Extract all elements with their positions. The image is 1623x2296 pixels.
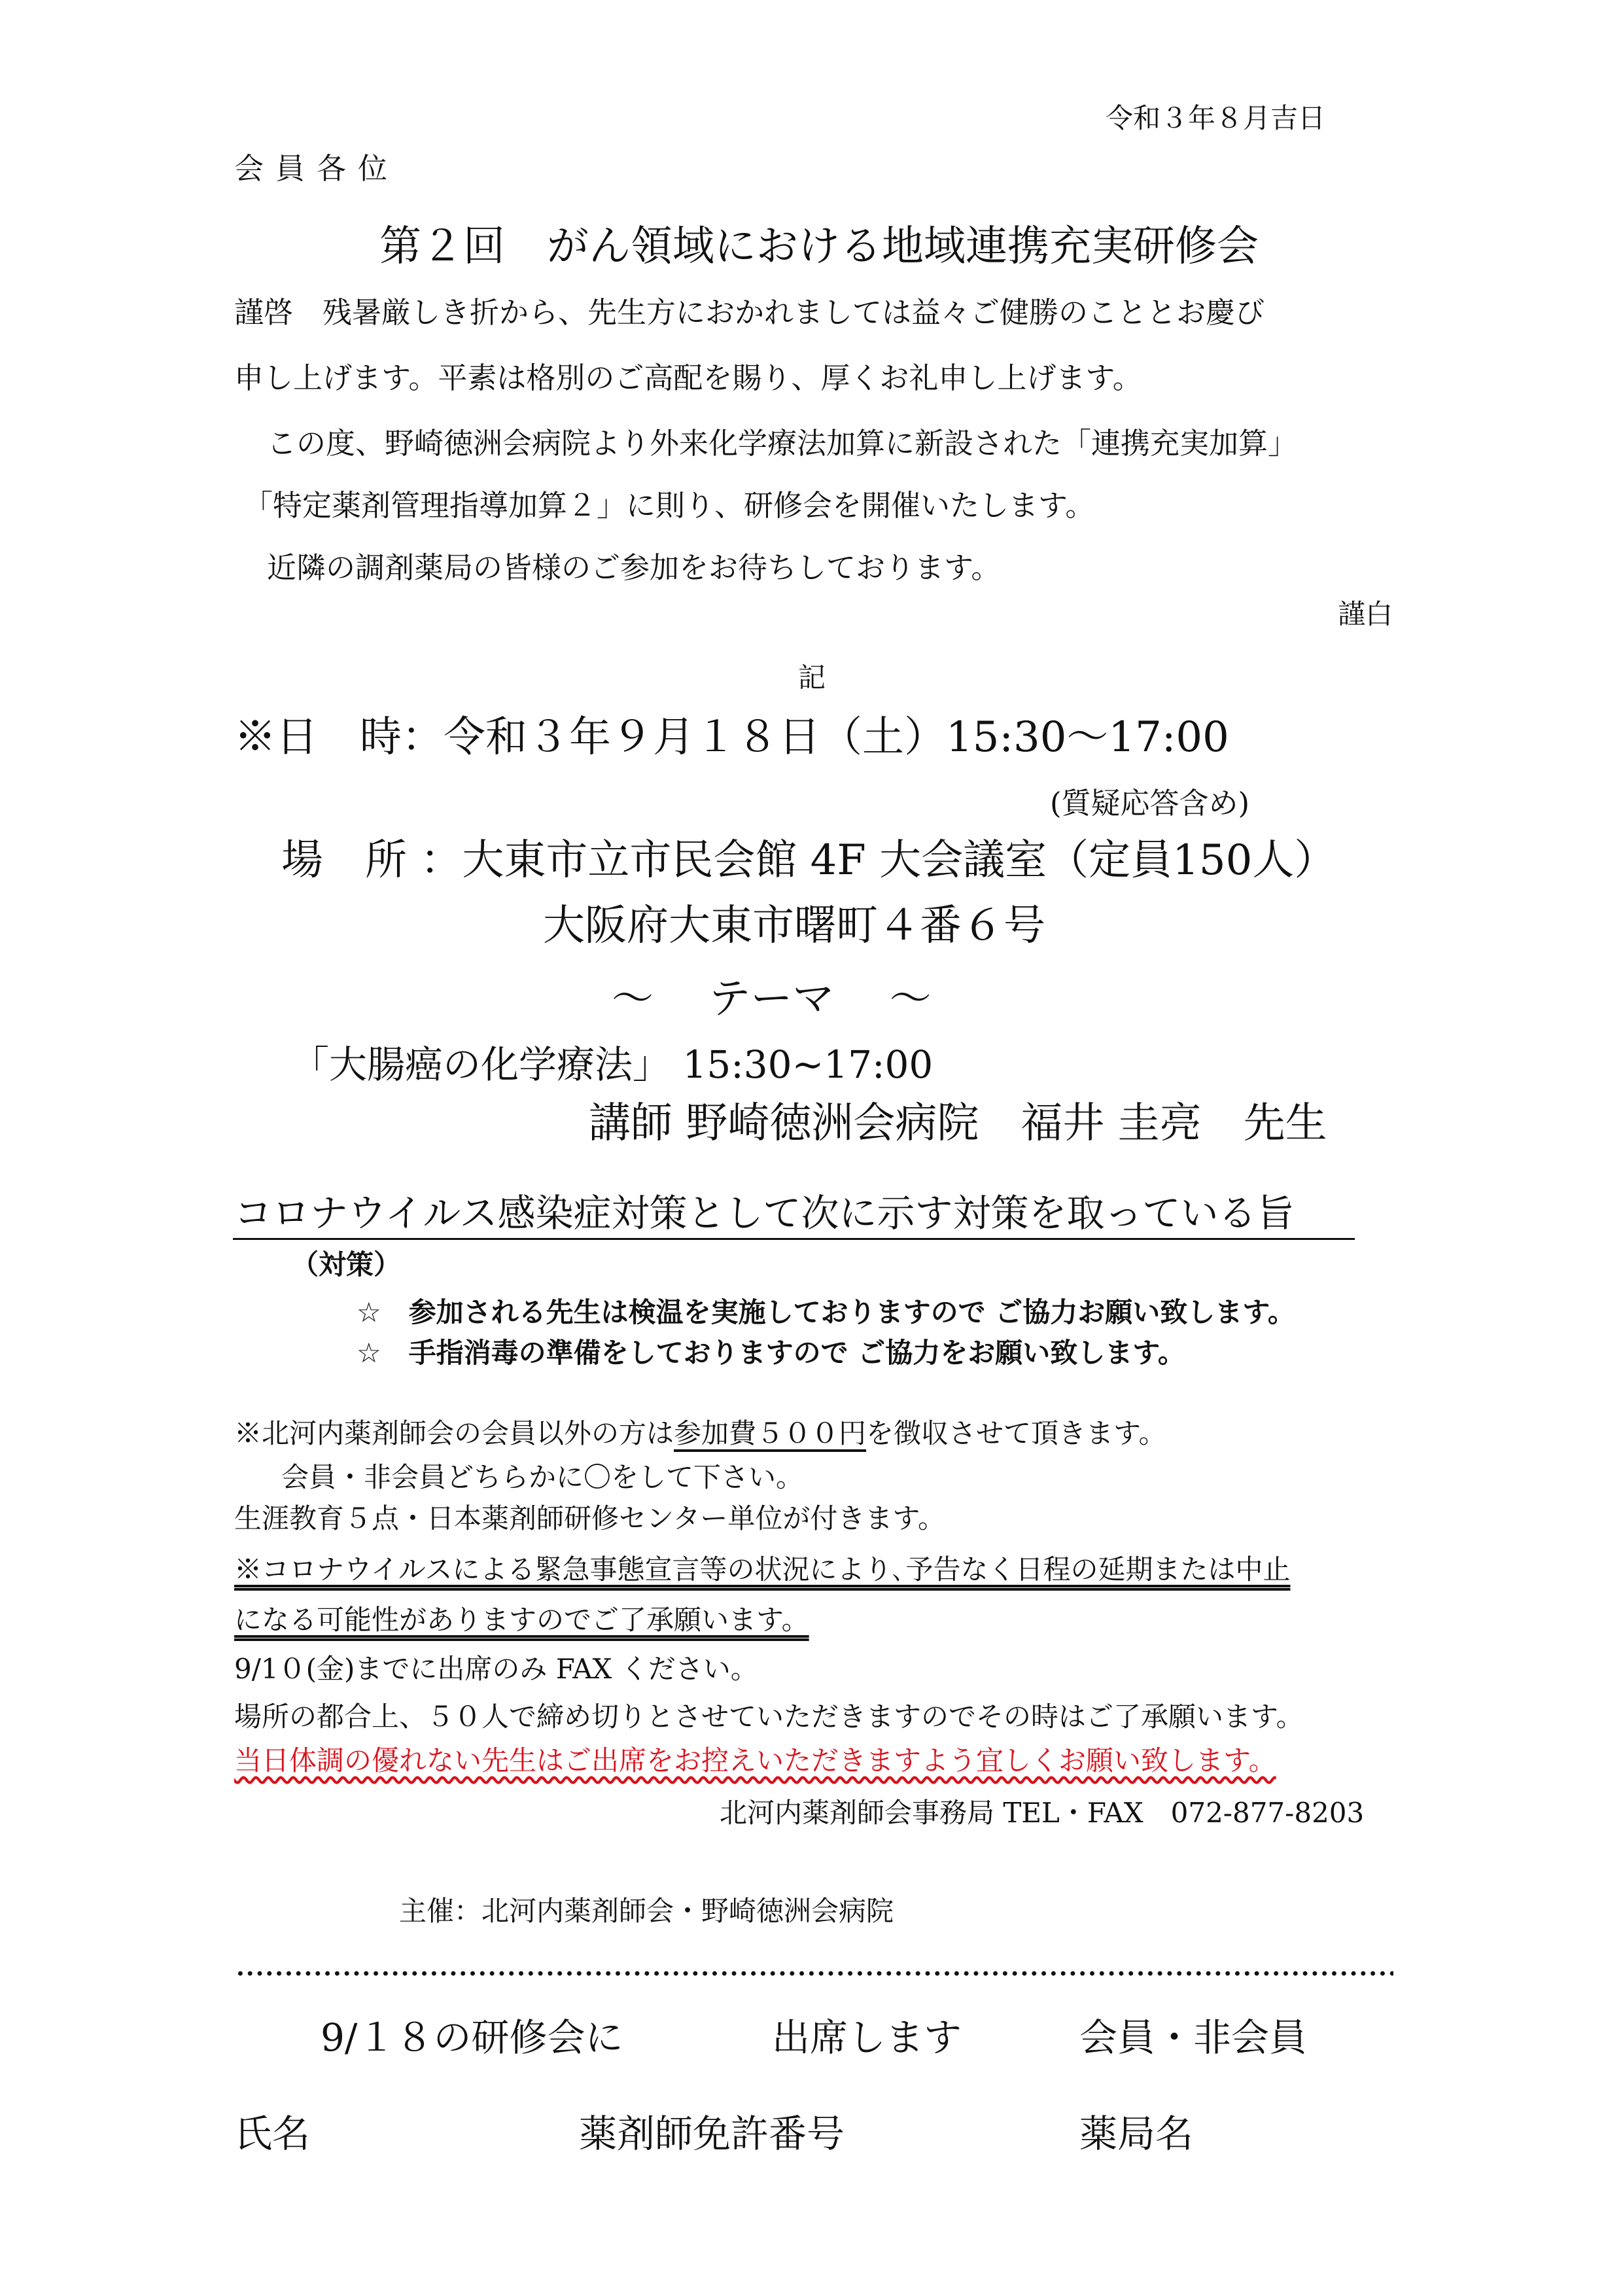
event-venue: 場 所 ：大東市立市民会館 4F 大会議室（定員150人） <box>281 836 1336 885</box>
member-circle-note: 会員・非会員どちらかに〇をして下さい。 <box>281 1461 804 1493</box>
covid-heading: コロナウイルス感染症対策として次に示す対策を取っている旨 <box>234 1191 1295 1235</box>
page-title: 第２回 がん領域における地域連携充実研修会 <box>379 222 1259 271</box>
greeting-line-1: 謹啓 残暑厳しき折から、先生方におかれましては益々ご健勝のこととお慶び <box>234 295 1265 330</box>
theme-heading: ～ テーマ ～ <box>612 975 932 1023</box>
addressee: 会員各位 <box>234 151 400 186</box>
fee-amount: 参加費５００円 <box>674 1417 867 1449</box>
form-membership-label: 会員・非会員 <box>1079 2015 1308 2060</box>
office-contact: 北河内薬剤師会事務局 TEL・FAX 072-877-8203 <box>720 1797 1365 1829</box>
form-pharmacy-field: 薬局名 <box>1079 2111 1194 2156</box>
form-name-field: 氏名 <box>234 2111 311 2156</box>
greeting-line-5: 近隣の調剤薬局の皆様のご参加をお待ちしております。 <box>267 550 1001 585</box>
health-warning: 当日体調の優れない先生はご出席をお控えいただきますよう宜しくお願い致します。 <box>234 1744 1276 1776</box>
credits-note: 生涯教育５点・日本薬剤師研修センター単位が付きます。 <box>234 1502 945 1534</box>
covid-measure-1: ☆ 参加される先生は検温を実施しておりますので ご協力お願い致します。 <box>357 1296 1295 1328</box>
lecture-title: 「大腸癌の化学療法」 15:30~17:00 <box>291 1042 934 1087</box>
cut-line <box>236 1971 1393 1976</box>
lecturer: 講師 野崎徳洲会病院 福井 圭亮 先生 <box>589 1099 1327 1148</box>
fax-deadline-note: 9/1０(金)までに出席のみ FAX ください。 <box>234 1653 758 1685</box>
form-attend-label: 出席します <box>772 2015 962 2060</box>
covid-heading-underline <box>233 1238 1355 1240</box>
fee-note <box>234 1417 1166 1449</box>
capacity-note: 場所の都合上、５０人で締め切りとさせていただきますのでその時はご了承願います。 <box>234 1701 1304 1733</box>
greeting-line-3: この度、野崎徳洲会病院より外来化学療法加算に新設された「連携充実加算」 <box>267 426 1298 461</box>
venue-address: 大阪府大東市曙町４番６号 <box>543 902 1045 950</box>
postpone-note-line-2: になる可能性がありますのでご了承願います。 <box>234 1604 809 1636</box>
event-datetime: ※日 時：令和３年９月１８日（土）15:30～17:00 <box>234 713 1229 762</box>
issue-date: 令和３年８月吉日 <box>1106 102 1326 134</box>
datetime-note: (質疑応答含め) <box>1050 786 1250 821</box>
fee-note-suffix: を徴収させて頂きます。 <box>866 1417 1166 1449</box>
fee-note-prefix: ※北河内薬剤師会の会員以外の方は <box>234 1417 674 1449</box>
ki-marker: 記 <box>798 662 826 694</box>
greeting-line-4: 「特定薬剤管理指導加算２」に則り、研修会を開催いたします。 <box>243 488 1095 523</box>
greeting-line-2: 申し上げます。平素は格別のご高配を賜り、厚くお礼申し上げます。 <box>234 361 1142 395</box>
organizer: 主催：北河内薬剤師会・野崎徳洲会病院 <box>399 1895 894 1927</box>
form-license-field: 薬剤師免許番号 <box>579 2111 845 2156</box>
postpone-note-line-1: ※コロナウイルスによる緊急事態宣言等の状況により､予告なく日程の延期または中止 <box>234 1553 1291 1585</box>
covid-label: （対策） <box>291 1248 402 1280</box>
closing-kinpaku: 謹白 <box>1338 598 1393 630</box>
covid-measure-2: ☆ 手指消毒の準備をしておりますので ご協力をお願い致します。 <box>357 1337 1185 1369</box>
form-seminar-label: 9/１８の研修会に <box>321 2015 623 2060</box>
